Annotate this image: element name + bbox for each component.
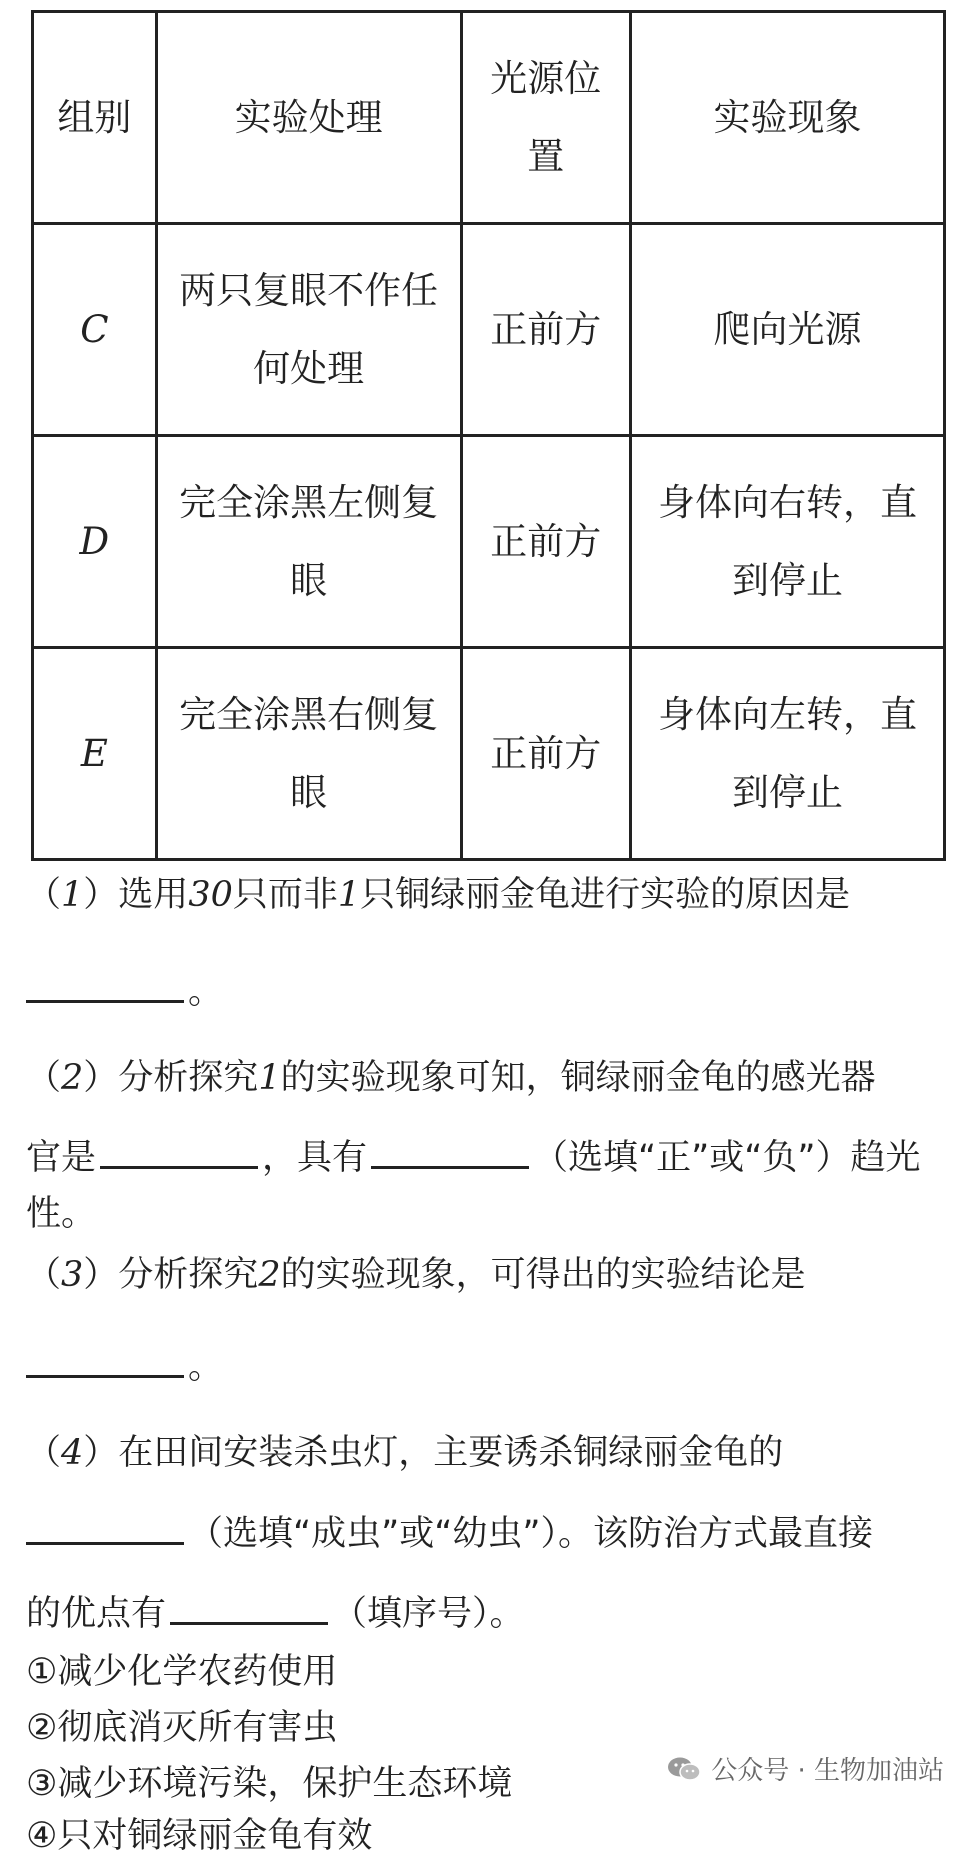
q1-number: 1 — [61, 875, 84, 915]
q2-blank-1[interactable] — [100, 1140, 258, 1169]
header-group: 组别 — [33, 12, 157, 224]
row-treatment: 完全涂黑右侧复眼 — [156, 648, 461, 860]
q2-number: 2 — [61, 1058, 84, 1098]
q3-blank[interactable] — [26, 1349, 184, 1378]
q1-num-1: 1 — [337, 875, 361, 915]
row-result: 爬向光源 — [631, 224, 945, 436]
q4-number: 4 — [61, 1433, 84, 1473]
q2-text-a: ）分析探究 — [83, 1058, 259, 1098]
row-treatment: 完全涂黑左侧复眼 — [156, 436, 461, 648]
watermark — [667, 1750, 944, 1787]
header-result: 实验现象 — [631, 12, 945, 224]
table-row — [33, 648, 945, 860]
q2-open: （ — [26, 1058, 62, 1098]
q3-num-2: 2 — [258, 1255, 281, 1295]
row-light: 正前方 — [461, 436, 630, 648]
question-4-line-3 — [26, 1590, 525, 1638]
q3-text-a: ）分析探究 — [83, 1255, 259, 1295]
question-2-line-2 — [26, 1134, 921, 1182]
row-result: 身体向右转，直到停止 — [631, 436, 945, 648]
q1-text-b: 只而非 — [232, 875, 338, 915]
option-4: ④只对铜绿丽金龟有效 — [26, 1816, 373, 1856]
row-light: 正前方 — [461, 224, 630, 436]
q1-text-a: ）选用 — [83, 875, 189, 915]
q1-text-c: 只铜绿丽金龟进行实验的原因是 — [360, 875, 851, 915]
q4-blank-1[interactable] — [26, 1516, 184, 1545]
q2-text-d: ，具有 — [262, 1138, 368, 1178]
q2-text-e: （选填“正”或“负”）趋光 — [533, 1138, 921, 1178]
q3-open: （ — [26, 1255, 62, 1295]
row-treatment: 两只复眼不作任何处理 — [156, 224, 461, 436]
question-3 — [26, 1251, 806, 1299]
option-3: ③减少环境污染，保护生态环境 — [26, 1764, 513, 1804]
q4-text-b: （选填“成虫”或“幼虫”）。该防治方式最直接 — [188, 1514, 874, 1554]
q2-text-f: 性。 — [26, 1194, 97, 1234]
q1-num-30: 30 — [188, 875, 233, 915]
q3-text-b: 的实验现象，可得出的实验结论是 — [280, 1255, 806, 1295]
wechat-icon — [667, 1756, 701, 1782]
header-light: 光源位置 — [461, 12, 630, 224]
header-treatment: 实验处理 — [156, 12, 461, 224]
table-row — [33, 224, 945, 436]
q2-blank-2[interactable] — [371, 1140, 529, 1169]
question-2-line-3 — [26, 1190, 96, 1238]
question-1-answer-line — [26, 968, 223, 1016]
question-4-line-2 — [26, 1510, 873, 1558]
row-result: 身体向左转，直到停止 — [631, 648, 945, 860]
table-row — [33, 436, 945, 648]
q4-text-a: ）在田间安装杀虫灯，主要诱杀铜绿丽金龟的 — [83, 1433, 784, 1473]
q1-open: （ — [26, 875, 62, 915]
q2-text-c: 官是 — [26, 1138, 97, 1178]
q3-number: 3 — [61, 1255, 84, 1295]
row-group: D — [33, 436, 157, 648]
table-header-row — [33, 12, 945, 224]
q4-text-d: （填序号）。 — [332, 1594, 525, 1634]
q1-blank[interactable] — [26, 974, 184, 1003]
q3-end: 。 — [188, 1347, 224, 1387]
question-3-answer-line — [26, 1343, 223, 1391]
question-2 — [26, 1054, 876, 1102]
q2-text-b: 的实验现象可知，铜绿丽金龟的感光器 — [280, 1058, 876, 1098]
question-4 — [26, 1429, 783, 1477]
option-2: ②彻底消灭所有害虫 — [26, 1708, 338, 1748]
option-1: ①减少化学农药使用 — [26, 1652, 338, 1692]
question-1 — [26, 871, 850, 919]
q4-text-c: 的优点有 — [26, 1594, 167, 1634]
row-group: C — [33, 224, 157, 436]
q1-end: 。 — [188, 972, 224, 1012]
row-light: 正前方 — [461, 648, 630, 860]
watermark-text: 公众号 · 生物加油站 — [711, 1756, 944, 1786]
row-group: E — [33, 648, 157, 860]
experiment-table — [31, 10, 946, 861]
q2-num-1: 1 — [258, 1058, 281, 1098]
q4-open: （ — [26, 1433, 62, 1473]
q4-blank-2[interactable] — [170, 1596, 328, 1625]
